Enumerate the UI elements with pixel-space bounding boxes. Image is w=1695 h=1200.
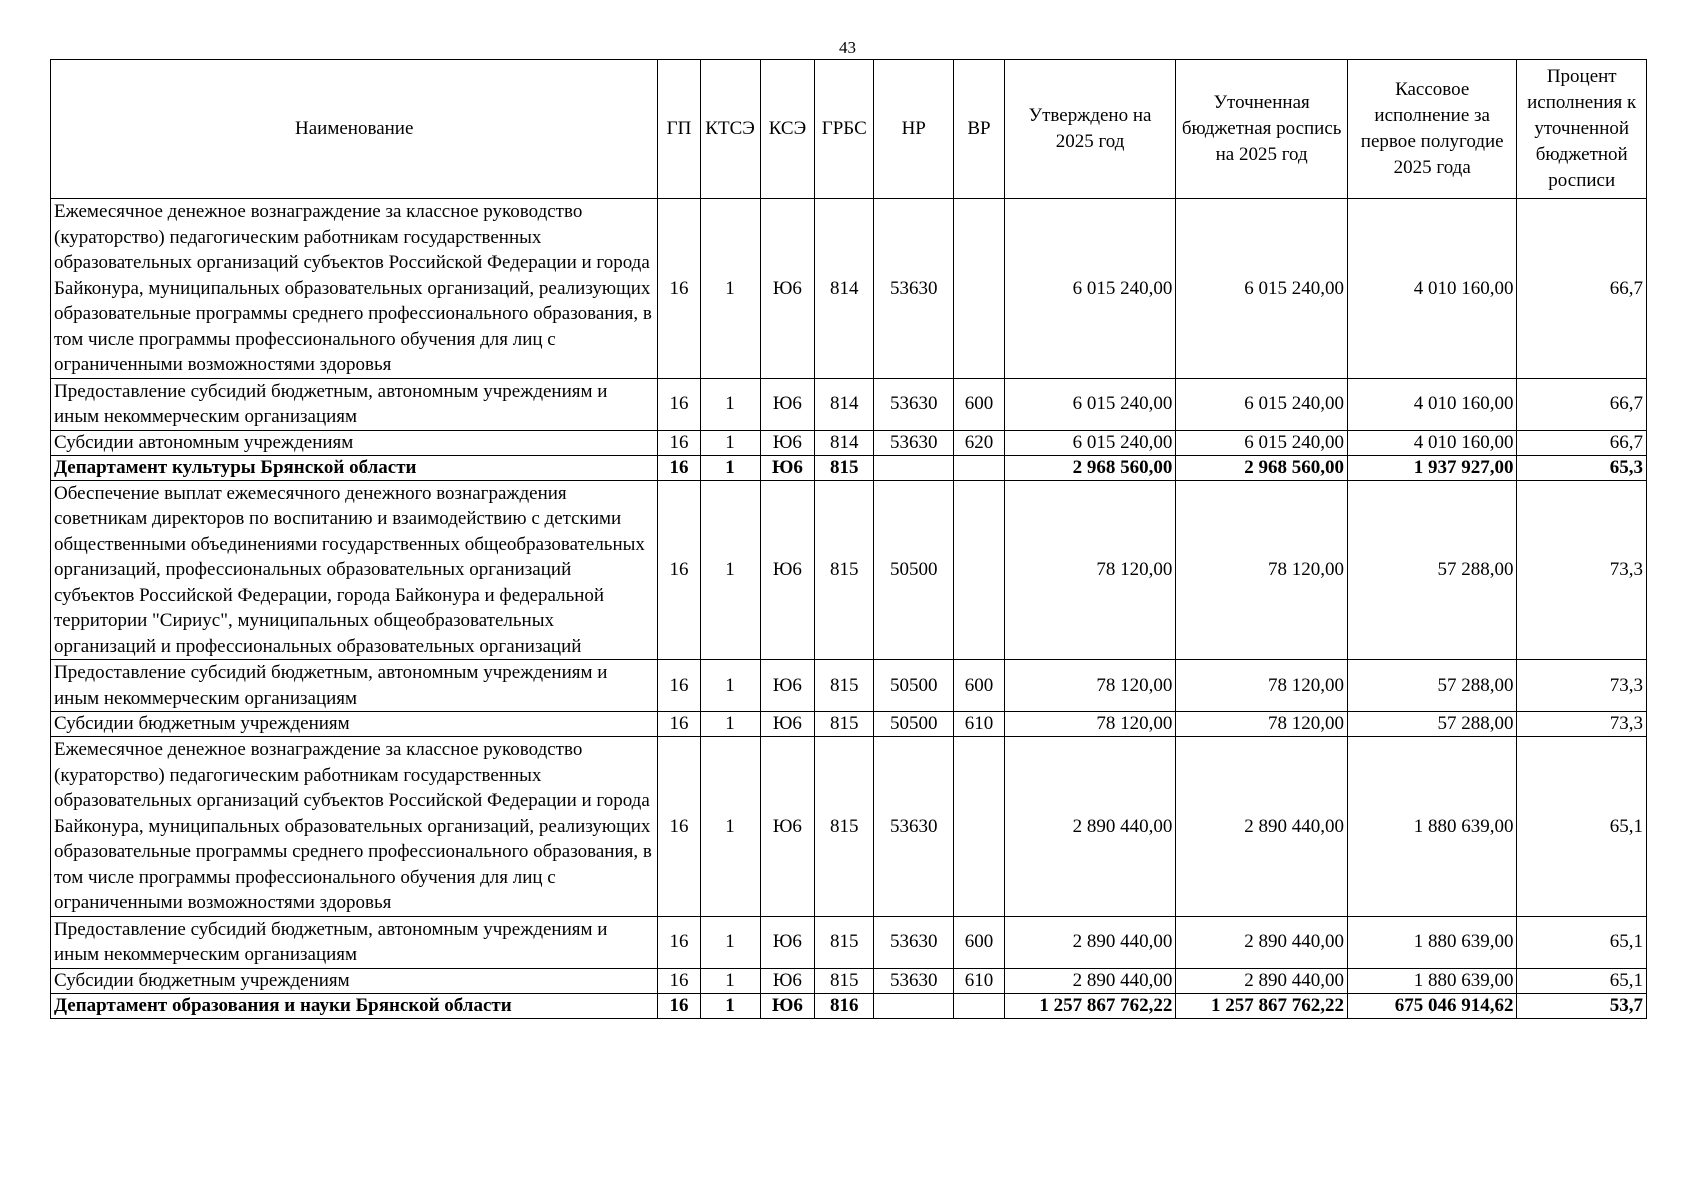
row-ktse: 1	[700, 916, 760, 968]
row-vr	[954, 455, 1005, 480]
row-nr: 53630	[874, 430, 954, 455]
row-grbs: 816	[815, 993, 874, 1018]
row-percent: 53,7	[1517, 993, 1647, 1018]
row-cash: 4 010 160,00	[1347, 430, 1516, 455]
table-row	[51, 480, 1647, 660]
row-approved: 2 968 560,00	[1004, 455, 1176, 480]
row-approved: 78 120,00	[1004, 712, 1176, 737]
row-nr: 53630	[874, 916, 954, 968]
header-kse: КСЭ	[760, 60, 815, 199]
row-nr: 53630	[874, 737, 954, 917]
row-percent: 65,1	[1517, 916, 1647, 968]
row-cash: 1 880 639,00	[1347, 737, 1516, 917]
row-percent: 65,3	[1517, 455, 1647, 480]
table-row	[51, 430, 1647, 455]
row-vr	[954, 480, 1005, 660]
row-kse: Ю6	[760, 737, 815, 917]
row-gp: 16	[658, 480, 700, 660]
header-approved: Утверждено на 2025 год	[1004, 60, 1176, 199]
row-grbs: 814	[815, 199, 874, 379]
row-approved: 2 890 440,00	[1004, 916, 1176, 968]
row-kse: Ю6	[760, 968, 815, 993]
row-vr: 610	[954, 968, 1005, 993]
row-name: Ежемесячное денежное вознаграждение за классное руководство (кураторство) педагогическим работникам государственных образовательных организаций субъектов Российской Федерации и города Байконура, муниципальных образовательных организаций, реализующих образовательные программы среднего профессионального образования, в том числе программы профессионального обучения для лиц с ограниченными возможностями здоровья	[51, 737, 658, 917]
row-refined: 78 120,00	[1176, 660, 1348, 712]
row-gp: 16	[658, 430, 700, 455]
table-header-row	[51, 60, 1647, 199]
row-refined: 2 890 440,00	[1176, 968, 1348, 993]
row-nr: 53630	[874, 378, 954, 430]
row-ktse: 1	[700, 993, 760, 1018]
row-nr	[874, 455, 954, 480]
row-vr	[954, 737, 1005, 917]
row-percent: 73,3	[1517, 660, 1647, 712]
row-approved: 2 890 440,00	[1004, 968, 1176, 993]
row-name: Предоставление субсидий бюджетным, автономным учреждениям и иным некоммерческим организациям	[51, 916, 658, 968]
row-approved: 6 015 240,00	[1004, 378, 1176, 430]
table-row	[51, 916, 1647, 968]
row-ktse: 1	[700, 660, 760, 712]
header-name: Наименование	[51, 60, 658, 199]
row-nr: 50500	[874, 712, 954, 737]
header-refined: Уточненная бюджетная роспись на 2025 год	[1176, 60, 1348, 199]
header-gp: ГП	[658, 60, 700, 199]
row-grbs: 814	[815, 430, 874, 455]
row-name: Ежемесячное денежное вознаграждение за классное руководство (кураторство) педагогическим работникам государственных образовательных организаций субъектов Российской Федерации и города Байконура, муниципальных образовательных организаций, реализующих образовательные программы среднего профессионального образования, в том числе программы профессионального обучения для лиц с ограниченными возможностями здоровья	[51, 199, 658, 379]
row-vr: 600	[954, 916, 1005, 968]
row-gp: 16	[658, 737, 700, 917]
table-row	[51, 737, 1647, 917]
row-gp: 16	[658, 968, 700, 993]
row-grbs: 815	[815, 480, 874, 660]
row-cash: 57 288,00	[1347, 480, 1516, 660]
header-grbs: ГРБС	[815, 60, 874, 199]
row-percent: 66,7	[1517, 378, 1647, 430]
table-row	[51, 993, 1647, 1018]
row-approved: 1 257 867 762,22	[1004, 993, 1176, 1018]
row-approved: 6 015 240,00	[1004, 199, 1176, 379]
row-vr: 620	[954, 430, 1005, 455]
header-percent: Процент исполнения к уточненной бюджетной росписи	[1517, 60, 1647, 199]
row-approved: 6 015 240,00	[1004, 430, 1176, 455]
row-ktse: 1	[700, 430, 760, 455]
row-kse: Ю6	[760, 660, 815, 712]
row-cash: 57 288,00	[1347, 712, 1516, 737]
row-name: Субсидии бюджетным учреждениям	[51, 968, 658, 993]
row-refined: 6 015 240,00	[1176, 430, 1348, 455]
row-name: Обеспечение выплат ежемесячного денежного вознаграждения советникам директоров по воспитанию и взаимодействию с детскими общественными объединениями государственных общеобразовательных организаций, профессиональных образовательных организаций субъектов Российской Федерации, города Байконура и федеральной территории "Сириус", муниципальных общеобразовательных организаций и профессиональных образовательных организаций	[51, 480, 658, 660]
row-refined: 6 015 240,00	[1176, 199, 1348, 379]
row-ktse: 1	[700, 712, 760, 737]
row-cash: 1 937 927,00	[1347, 455, 1516, 480]
row-kse: Ю6	[760, 430, 815, 455]
row-gp: 16	[658, 455, 700, 480]
row-refined: 2 890 440,00	[1176, 737, 1348, 917]
row-name: Субсидии автономным учреждениям	[51, 430, 658, 455]
row-nr: 50500	[874, 660, 954, 712]
row-cash: 675 046 914,62	[1347, 993, 1516, 1018]
row-ktse: 1	[700, 480, 760, 660]
header-nr: НР	[874, 60, 954, 199]
row-name: Департамент культуры Брянской области	[51, 455, 658, 480]
row-grbs: 814	[815, 378, 874, 430]
table-row	[51, 968, 1647, 993]
row-name: Предоставление субсидий бюджетным, автономным учреждениям и иным некоммерческим организациям	[51, 660, 658, 712]
row-vr: 600	[954, 378, 1005, 430]
row-percent: 65,1	[1517, 968, 1647, 993]
header-ktse: КТСЭ	[700, 60, 760, 199]
row-vr: 610	[954, 712, 1005, 737]
row-name: Субсидии бюджетным учреждениям	[51, 712, 658, 737]
row-grbs: 815	[815, 455, 874, 480]
row-grbs: 815	[815, 968, 874, 993]
row-approved: 78 120,00	[1004, 480, 1176, 660]
row-kse: Ю6	[760, 455, 815, 480]
row-ktse: 1	[700, 455, 760, 480]
row-grbs: 815	[815, 712, 874, 737]
row-refined: 1 257 867 762,22	[1176, 993, 1348, 1018]
row-approved: 2 890 440,00	[1004, 737, 1176, 917]
budget-table	[50, 59, 1647, 1019]
row-cash: 4 010 160,00	[1347, 199, 1516, 379]
row-refined: 6 015 240,00	[1176, 378, 1348, 430]
table-row	[51, 378, 1647, 430]
row-gp: 16	[658, 378, 700, 430]
header-cash: Кассовое исполнение за первое полугодие 2025 года	[1347, 60, 1516, 199]
row-grbs: 815	[815, 660, 874, 712]
row-percent: 66,7	[1517, 430, 1647, 455]
row-gp: 16	[658, 712, 700, 737]
row-nr	[874, 993, 954, 1018]
row-nr: 50500	[874, 480, 954, 660]
row-ktse: 1	[700, 378, 760, 430]
row-cash: 4 010 160,00	[1347, 378, 1516, 430]
table-row	[51, 660, 1647, 712]
row-refined: 78 120,00	[1176, 712, 1348, 737]
row-percent: 65,1	[1517, 737, 1647, 917]
row-gp: 16	[658, 916, 700, 968]
table-row	[51, 455, 1647, 480]
row-ktse: 1	[700, 199, 760, 379]
row-ktse: 1	[700, 737, 760, 917]
header-vr: ВР	[954, 60, 1005, 199]
row-cash: 57 288,00	[1347, 660, 1516, 712]
row-cash: 1 880 639,00	[1347, 968, 1516, 993]
row-name: Департамент образования и науки Брянской области	[51, 993, 658, 1018]
row-refined: 2 890 440,00	[1176, 916, 1348, 968]
row-vr: 600	[954, 660, 1005, 712]
row-ktse: 1	[700, 968, 760, 993]
row-grbs: 815	[815, 737, 874, 917]
row-kse: Ю6	[760, 199, 815, 379]
row-gp: 16	[658, 199, 700, 379]
row-gp: 16	[658, 660, 700, 712]
row-refined: 2 968 560,00	[1176, 455, 1348, 480]
row-gp: 16	[658, 993, 700, 1018]
row-percent: 73,3	[1517, 712, 1647, 737]
row-percent: 66,7	[1517, 199, 1647, 379]
table-row	[51, 199, 1647, 379]
row-percent: 73,3	[1517, 480, 1647, 660]
row-vr	[954, 993, 1005, 1018]
row-nr: 53630	[874, 199, 954, 379]
row-name: Предоставление субсидий бюджетным, автономным учреждениям и иным некоммерческим организациям	[51, 378, 658, 430]
row-grbs: 815	[815, 916, 874, 968]
row-kse: Ю6	[760, 480, 815, 660]
row-cash: 1 880 639,00	[1347, 916, 1516, 968]
row-kse: Ю6	[760, 712, 815, 737]
table-row	[51, 712, 1647, 737]
row-kse: Ю6	[760, 993, 815, 1018]
row-nr: 53630	[874, 968, 954, 993]
page-number: 43	[839, 38, 856, 57]
row-kse: Ю6	[760, 378, 815, 430]
row-vr	[954, 199, 1005, 379]
row-kse: Ю6	[760, 916, 815, 968]
row-refined: 78 120,00	[1176, 480, 1348, 660]
row-approved: 78 120,00	[1004, 660, 1176, 712]
